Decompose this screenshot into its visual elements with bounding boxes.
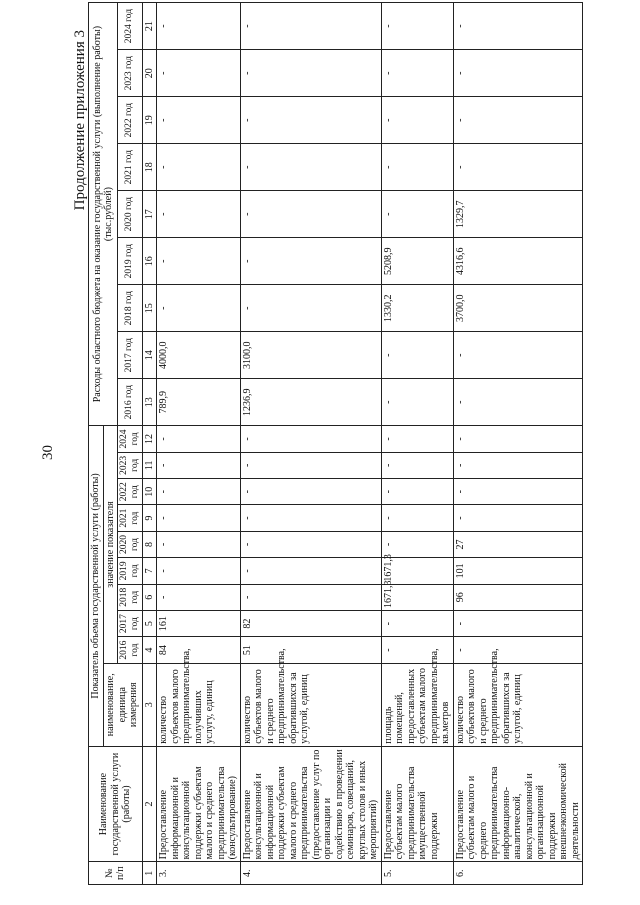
expense-value: - [240,238,381,285]
expense-value: - [157,238,241,285]
volume-value: - [157,531,241,557]
column-numbers-row [142,3,157,885]
volume-value: - [381,531,453,557]
value-year-header: 2019 год [118,558,143,584]
expense-year-header: 2016 год [118,379,143,426]
expense-value: - [157,97,241,144]
expense-value: - [157,50,241,97]
value-year-header: 2021 год [118,505,143,531]
volume-value: - [157,558,241,584]
column-number: 17 [142,191,157,238]
expense-year-header: 2020 год [118,191,143,238]
expense-value: 5208,9 [381,238,453,285]
expense-value: 4316,6 [453,238,583,285]
column-number: 3 [142,663,157,746]
volume-value: - [453,452,583,478]
expense-value: - [453,97,583,144]
expense-value: - [240,144,381,191]
expense-value: 1236,9 [240,379,381,426]
expense-value: - [240,191,381,238]
header-no: № п/п [89,862,143,885]
volume-value: - [381,426,453,452]
volume-value: 51 [240,637,381,663]
volume-value: - [157,452,241,478]
volume-value: - [381,479,453,505]
expense-value: 3100,0 [240,332,381,379]
expense-value: - [453,144,583,191]
expense-year-header: 2022 год [118,97,143,144]
volume-unit: количество субъектов малого и среднего предпринимательства, обратившихся за услугой, единиц [240,663,381,746]
service-name: Предоставление информационной и консультационной поддержки субъектам малого и среднего предпринимательства (консультирование) [157,746,241,862]
volume-unit: количество субъектов малого и среднего предпринимательства, обратившихся за услугой, единиц [453,663,583,746]
volume-value: - [381,610,453,636]
value-year-header: 2023 год [118,452,143,478]
volume-value: - [453,610,583,636]
header-unit: наименование, единица измерения [103,663,142,746]
table-row [157,3,241,885]
service-name: Предоставление субъектам малого предпринимательства имущественной поддержки [381,746,453,862]
expense-value: - [157,285,241,332]
expense-value: - [453,332,583,379]
value-year-header: 2022 год [118,479,143,505]
column-number: 2 [142,746,157,862]
volume-value: 84 [157,637,241,663]
expense-value: - [381,191,453,238]
expense-value: 1330,2 [381,285,453,332]
header-values: значение показателя [103,426,118,664]
expense-value: - [453,50,583,97]
expense-value: - [381,3,453,50]
volume-value: - [453,505,583,531]
column-number: 9 [142,505,157,531]
column-number: 12 [142,426,157,452]
column-number: 18 [142,144,157,191]
volume-value: - [157,584,241,610]
expense-value: 1329,7 [453,191,583,238]
column-number: 15 [142,285,157,332]
header-service-name: Наименование государственной услуги (работы) [89,746,143,862]
row-number: 5. [381,862,453,885]
volume-value: - [453,637,583,663]
column-number: 16 [142,238,157,285]
column-number: 7 [142,558,157,584]
column-number: 19 [142,97,157,144]
column-number: 10 [142,479,157,505]
expense-year-header: 2021 год [118,144,143,191]
column-number: 8 [142,531,157,557]
value-year-header: 2017 год [118,610,143,636]
volume-unit: количество субъектов малого предпринимательства, получивших услугу, единиц [157,663,241,746]
volume-value: - [240,531,381,557]
budget-table [88,2,583,885]
volume-value: - [240,426,381,452]
volume-value: - [453,479,583,505]
service-name: Предоставление консультационной и информационной поддержки субъектам малого и среднего предпринимательства (предоставление услуг по организации и содействию в проведении семинаров, совещаний, круглых столов и иных мероприятий) [240,746,381,862]
volume-value: - [240,505,381,531]
volume-value: 161 [157,610,241,636]
column-number: 5 [142,610,157,636]
volume-value: - [381,505,453,531]
expense-value: 789,9 [157,379,241,426]
expense-value: - [381,97,453,144]
volume-value: - [240,558,381,584]
volume-value: - [453,426,583,452]
expense-value: - [381,332,453,379]
expense-value: 3700,0 [453,285,583,332]
volume-value: - [157,505,241,531]
volume-value: - [240,479,381,505]
continuation-heading: Продолжение приложения 3 [72,30,88,211]
row-number: 4. [240,862,381,885]
table-row [381,3,453,885]
table-row [453,3,583,885]
value-year-header: 2016 год [118,637,143,663]
expense-year-header: 2023 год [118,50,143,97]
column-number: 14 [142,332,157,379]
volume-unit: площадь помещений, предоставленных субъектам малого предпринимательства, кв.метров [381,663,453,746]
header-volume: Показатель объема государственной услуги (работы) [89,426,104,746]
expense-value: - [157,144,241,191]
column-number: 13 [142,379,157,426]
service-name: Предоставление субъектам малого и среднего предпринимательства информационно-аналитической, консультационной и организационной поддержки внешнеэкономической деятельности [453,746,583,862]
value-year-header: 2018 год [118,584,143,610]
expense-value: - [453,3,583,50]
expense-value: - [240,97,381,144]
volume-value: - [381,637,453,663]
expense-value: - [381,144,453,191]
expense-value: 4000,0 [157,332,241,379]
volume-value: 1671,3 [381,584,453,610]
column-number: 21 [142,3,157,50]
volume-value: - [240,584,381,610]
expense-year-header: 2024 год [118,3,143,50]
volume-value: 27 [453,531,583,557]
column-number: 11 [142,452,157,478]
expense-value: - [240,3,381,50]
expense-value: - [240,285,381,332]
row-number: 3. [157,862,241,885]
row-number: 6. [453,862,583,885]
expense-value: - [240,50,381,97]
volume-value: 96 [453,584,583,610]
volume-value: - [157,479,241,505]
expense-value: - [157,191,241,238]
volume-value: 1671,3 [381,558,453,584]
expense-value: - [381,50,453,97]
volume-value: - [157,426,241,452]
value-year-header: 2020 год [118,531,143,557]
column-number: 6 [142,584,157,610]
expense-year-header: 2018 год [118,285,143,332]
volume-value: - [240,452,381,478]
table-row [240,3,381,885]
column-number: 4 [142,637,157,663]
header-expenses: Расходы областного бюджета на оказание государственной услуги (выполнение работы) (тыс.рублей) [89,3,118,426]
volume-value: - [381,452,453,478]
value-year-header: 2024 год [118,426,143,452]
expense-value: - [453,379,583,426]
column-number: 20 [142,50,157,97]
expense-value: - [157,3,241,50]
page-number: 30 [40,445,56,460]
expense-year-header: 2017 год [118,332,143,379]
expense-year-header: 2019 год [118,238,143,285]
volume-value: 82 [240,610,381,636]
column-number: 1 [142,862,157,885]
volume-value: 101 [453,558,583,584]
expense-value: - [381,379,453,426]
